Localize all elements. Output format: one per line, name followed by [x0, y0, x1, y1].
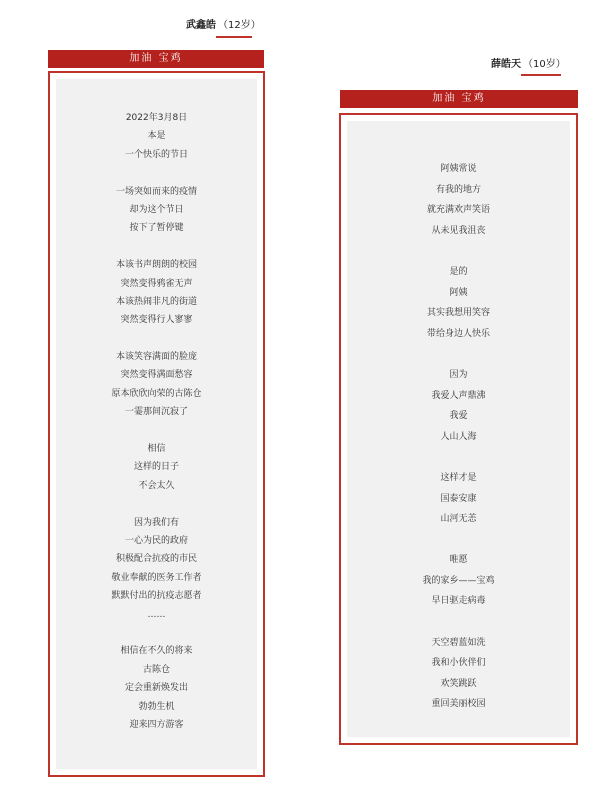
poem-line: 按下了暂停键: [129, 223, 184, 234]
left-author-name: 武鑫皓: [186, 20, 216, 31]
stanza-gap: [347, 344, 570, 365]
poem-line: 突然变得满面愁容: [120, 370, 193, 381]
stanza-gap: [347, 241, 570, 262]
stanza-gap: [56, 330, 257, 348]
poem-line: 本是: [147, 131, 166, 142]
poem-line: 就充满欢声笑语: [426, 205, 490, 216]
poem-line: 其实我想用笑容: [426, 308, 490, 319]
stanza-gap: [347, 447, 570, 468]
poem-line: 一心为民的政府: [124, 535, 188, 546]
poem-line: 从未见我沮丧: [431, 225, 486, 236]
poem-line: 阿姨: [449, 287, 468, 298]
stanza-gap: [56, 238, 257, 256]
left-author-underline: [216, 36, 252, 38]
poem-line: 本该书声朗朗的校园: [115, 260, 197, 271]
poem-line: 因为我们有: [133, 517, 179, 528]
poem-line: 定会重新焕发出: [124, 683, 188, 694]
left-banner: 加油 宝鸡: [48, 50, 264, 68]
right-banner: 加油 宝鸡: [340, 90, 578, 108]
poem-line: 2022年3月8日: [125, 113, 188, 123]
poem-line: 一霎那间沉寂了: [124, 407, 188, 418]
poem-line: 相信在不久的将来: [120, 646, 193, 657]
poem-line: 勃勃生机: [138, 701, 175, 712]
poem-line: 突然变得行人寥寥: [120, 315, 193, 326]
poem-line: 我和小伙伴们: [431, 658, 486, 669]
right-author-age: （10岁）: [523, 59, 566, 70]
poem-line: 却为这个节日: [129, 204, 184, 215]
poem-line: 本该热闹非凡的街道: [115, 296, 197, 307]
poem-line: 早日驱走病毒: [431, 596, 486, 607]
poem-line: 一场突如而来的疫情: [115, 186, 197, 197]
left-poem-background: [56, 79, 257, 769]
poem-line: 因为: [449, 369, 468, 380]
poem-line: 积极配合抗疫的市民: [115, 554, 197, 565]
left-author: [186, 16, 261, 31]
poem-line: 阿姨常说: [440, 164, 477, 174]
stanza-gap: [56, 624, 257, 642]
poem-line: 有我的地方: [435, 184, 481, 195]
left-author-age: （12岁）: [218, 20, 261, 31]
stanza-gap: [347, 612, 570, 633]
right-author-name: 薛皓天: [491, 59, 521, 70]
poem-line: 敬业奉献的医务工作者: [111, 572, 202, 583]
poem-line: 突然变得鸦雀无声: [120, 278, 193, 289]
right-poem-panel: [339, 113, 578, 745]
poem-line: 一个快乐的节日: [124, 149, 188, 160]
poem-line: 人山人海: [440, 431, 477, 442]
left-poem-panel: [48, 71, 265, 777]
poem-line: 山河无恙: [440, 514, 477, 525]
right-poem-background: [347, 121, 570, 737]
left-poem-text: [56, 109, 257, 734]
poem-line: 这样才是: [440, 472, 477, 483]
poem-line: 是的: [449, 266, 468, 277]
right-poem-text: [347, 159, 570, 715]
poem-line: 欢笑跳跃: [440, 678, 477, 689]
poem-line: 不会太久: [138, 480, 175, 491]
stanza-gap: [347, 530, 570, 551]
poem-line: 古陈仓: [142, 664, 170, 675]
right-author: [491, 55, 566, 70]
poem-line: 默默付出的抗疫志愿者: [111, 591, 202, 602]
poem-line: 天空碧蓝如洗: [431, 637, 486, 648]
poem-line: ……: [147, 609, 166, 620]
poem-line: 本该笑容满面的脸庞: [115, 352, 197, 363]
stanza-gap: [56, 422, 257, 440]
poem-line: 国泰安康: [440, 493, 477, 504]
poem-line: 迎来四方游客: [129, 719, 184, 730]
stanza-gap: [56, 164, 257, 182]
poem-line: 带给身边人快乐: [426, 328, 490, 339]
poem-line: 这样的日子: [133, 462, 179, 473]
poem-line: 重回美丽校园: [431, 699, 486, 710]
stanza-gap: [56, 495, 257, 513]
right-author-underline: [521, 74, 561, 76]
poem-line: 原本欣欣向荣的古陈仓: [111, 388, 202, 399]
poem-line: 我的家乡——宝鸡: [422, 575, 495, 586]
poem-line: 我爱人声鼎沸: [431, 390, 486, 401]
poem-line: 唯愿: [449, 555, 468, 566]
poem-line: 我爱: [449, 411, 468, 422]
poem-line: 相信: [147, 444, 166, 455]
